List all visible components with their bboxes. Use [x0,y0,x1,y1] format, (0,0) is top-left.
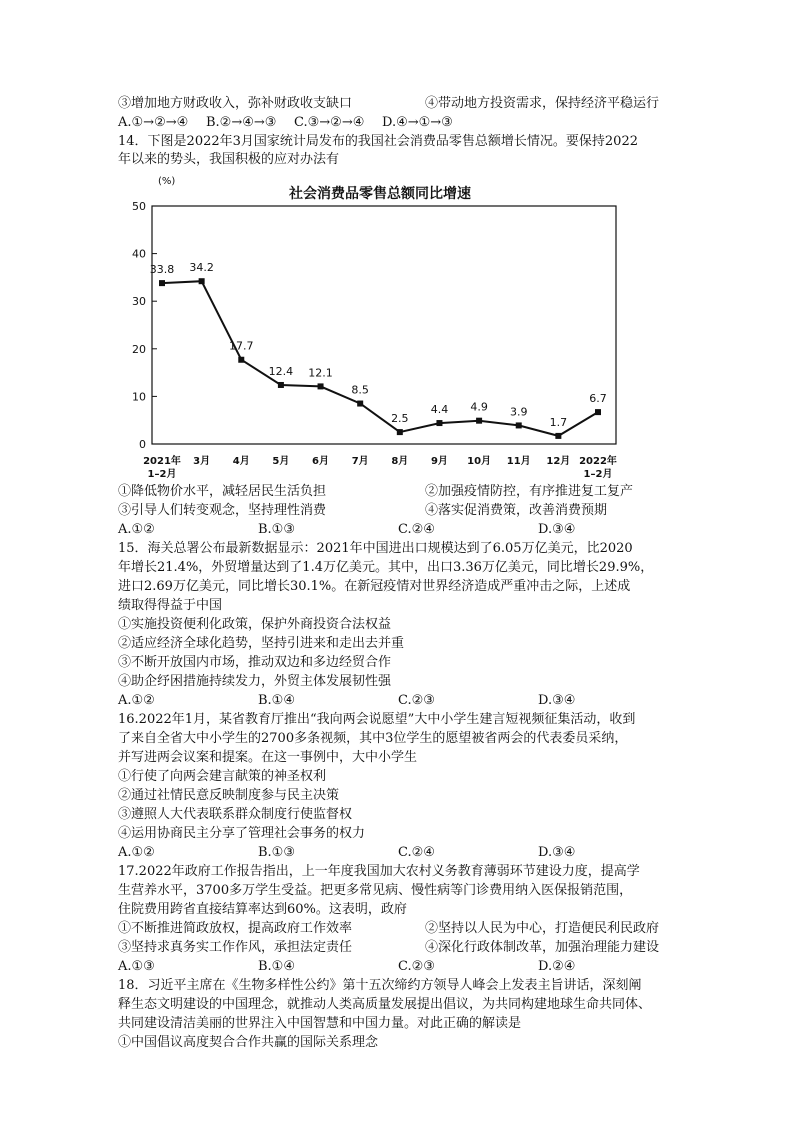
q14-options [118,521,678,539]
data-point [199,278,205,284]
y-tick-label: 0 [139,438,146,451]
q16-stem-line-2: 了来自全省大中小学生的2700多条视频，其中3位学生的愿望被省两会的代表委员采纳， [118,731,628,746]
x-tick-label: 7月 [351,456,369,467]
x-tick-label: 4月 [232,456,250,467]
q17-stem-line-3: 住院费用跨省直接结算率达到60%。这表明，政府 [118,902,407,917]
data-point [516,422,522,428]
q17-option-b[interactable]: B.①④ [258,959,295,974]
q18-statement-1: ①中国倡议高度契合合作共赢的国际关系理念 [118,1035,379,1050]
q16-options [118,844,678,862]
data-point [595,409,601,415]
data-point [555,433,561,439]
q14-option-d[interactable]: D.③④ [538,522,576,537]
data-point [397,429,403,435]
x-tick-label: 12月 [546,456,571,467]
y-tick-label: 20 [132,342,146,356]
q13-options [118,114,678,132]
q15-stem-line-4: 绩取得得益于中国 [118,598,223,613]
q14-statement-4: ④落实促消费策，改善消费预期 [425,503,608,518]
data-label: 6.7 [589,392,607,406]
q16-stem-line-1: 16.2022年1月，某省教育厅推出“我向两会说愿望”大中小学生建言短视频征集活动，收到 [118,712,636,727]
q16-option-c[interactable]: C.②④ [398,845,435,860]
q17-statement-1: ①不断推进简政放权，提高政府工作效率 [118,921,353,936]
x-tick-label: 5月 [272,456,290,467]
q13-statement-4: ④带动地方投资需求，保持经济平稳运行 [425,96,660,111]
q15-stem-line-2: 年增长21.4%，外贸增量达到了1.4万亿美元。其中，出口3.36万亿美元，同比增长29.9%， [118,560,654,575]
q13-option-a[interactable]: A.①→②→④ [118,115,189,130]
x-tick-label: 11月 [506,456,531,467]
q15-option-b[interactable]: B.①④ [258,693,295,708]
q15-stem-line-1: 15．海关总署公布最新数据显示：2021年中国进出口规模达到了6.05万亿美元，比2020 [118,541,633,556]
q15-statement-1: ①实施投资便利化政策，保护外商投资合法权益 [118,617,392,632]
q18-stem-line-3: 共同建设清洁美丽的世界注入中国智慧和中国力量。对此正确的解读是 [118,1016,522,1031]
y-tick-label: 10 [132,390,146,404]
data-label: 12.4 [268,364,294,378]
data-point [476,418,482,424]
y-tick-label: 50 [132,200,146,213]
q14-option-b[interactable]: B.①③ [258,522,295,537]
q14-statement-3: ③引导人们转变观念，坚持理性消费 [118,503,327,518]
data-label: 4.4 [430,403,449,417]
q14-statement-1: ①降低物价水平，减轻居民生活负担 [118,484,327,499]
data-point [357,401,363,407]
x-tick-label: 9月 [430,456,448,467]
data-label: 2.5 [391,412,409,426]
y-axis [132,200,157,451]
chart-title: 社会消费品零售总额同比增速 [289,186,471,202]
q15-stem-line-3: 进口2.69万亿美元，同比增长30.1%。在新冠疫情对世界经济造成严重冲击之际，上述成 [118,579,631,594]
data-label: 1.7 [549,415,568,429]
x-tick-label: 3月 [193,456,211,467]
q13-option-d[interactable]: D.④→①→③ [382,115,453,130]
q17-statement-4: ④深化行政体制改革，加强治理能力建设 [425,940,660,955]
q15-options [118,692,678,710]
data-labels [150,261,607,429]
q17-option-d[interactable]: D.②④ [538,959,576,974]
x-axis [143,454,617,480]
data-label: 3.9 [509,405,528,419]
q16-option-b[interactable]: B.①③ [258,845,295,860]
data-point [159,280,165,286]
q14-option-c[interactable]: C.②④ [398,522,435,537]
q14-stem-line-1: 14．下图是2022年3月国家统计局发布的我国社会消费品零售总额增长情况。要保持2022 [118,134,638,149]
x-tick-label: 6月 [312,456,330,467]
q13-option-c[interactable]: C.③→②→④ [294,115,365,130]
q13-option-b[interactable]: B.②→④→③ [206,115,277,130]
plot-frame [149,206,616,444]
q15-option-c[interactable]: C.②③ [398,693,435,708]
y-tick-label: 40 [132,247,146,261]
x-tick-label-line-2: 1–2月 [147,469,177,480]
q17-stem-line-1: 17.2022年政府工作报告指出，上一年度我国加大农村义务教育薄弱环节建设力度，提高学 [118,864,640,879]
data-point [436,420,442,426]
q13-statement-3: ③增加地方财政收入，弥补财政收支缺口 [118,96,353,111]
q17-option-a[interactable]: A.①③ [118,959,155,974]
data-label: 4.9 [470,400,488,414]
q16-option-a[interactable]: A.①② [118,845,155,860]
y-tick-label: 30 [132,295,146,309]
x-tick-label: 8月 [391,456,409,467]
q17-statement-2: ②坚持以人民为中心，打造便民利民政府 [425,921,660,936]
q17-stem-line-2: 生营养水平，3700多万学生受益。把更多常见病、慢性病等门诊费用纳入医保报销范围， [118,883,633,898]
y-axis-unit: (%) [158,176,176,187]
q16-stem-line-3: 并写进两会议案和提案。在这一事例中，大中小学生 [118,750,418,765]
data-point [278,382,284,388]
q16-option-d[interactable]: D.③④ [538,845,576,860]
q16-statement-2: ②通过社情民意反映制度参与民主决策 [118,788,340,803]
q17-statement-3: ③坚持求真务实工作作风，承担法定责任 [118,940,353,955]
data-label: 8.5 [351,383,369,397]
data-label: 12.1 [308,366,333,380]
x-tick-label: 2022年 [579,456,617,467]
x-tick-label-line-2: 1–2月 [583,469,613,480]
q14-option-a[interactable]: A.①② [118,522,155,537]
q17-options [118,958,678,976]
q18-stem-line-1: 18．习近平主席在《生物多样性公约》第十五次缔约方领导人峰会上发表主旨讲话，深刻阐 [118,978,642,993]
x-tick-label: 10月 [467,456,492,467]
series-markers [159,278,601,439]
q14-stem-line-2: 年以来的势头，我国积极的应对办法有 [118,152,340,167]
q15-statement-2: ②适应经济全球化趋势，坚持引进来和走出去并重 [118,636,405,651]
series-line [162,281,598,436]
q15-option-a[interactable]: A.①② [118,693,155,708]
q15-statement-3: ③不断开放国内市场，推动双边和多边经贸合作 [118,655,392,670]
q16-statement-3: ③遵照人大代表联系群众制度行使监督权 [118,807,353,822]
data-point [318,383,324,389]
q16-statement-1: ①行使了向两会建言献策的神圣权利 [118,769,327,784]
data-label: 17.7 [229,339,254,353]
q17-option-c[interactable]: C.②③ [398,959,435,974]
q16-statement-4: ④运用协商民主分享了管理社会事务的权力 [118,826,366,841]
q15-statement-4: ④助企纾困措施持续发力，外贸主体发展韧性强 [118,674,392,689]
data-point [238,357,244,363]
data-label: 33.8 [149,263,175,277]
data-label: 34.2 [189,261,214,275]
x-tick-label: 2021年 [143,456,181,467]
retail-sales-growth-chart [118,172,638,484]
q15-option-d[interactable]: D.③④ [538,693,576,708]
q14-statement-2: ②加强疫情防控，有序推进复工复产 [425,484,634,499]
q18-stem-line-2: 释生态文明建设的中国理念，就推动人类高质量发展提出倡议，为共同构建地球生命共同体、 [118,997,652,1012]
